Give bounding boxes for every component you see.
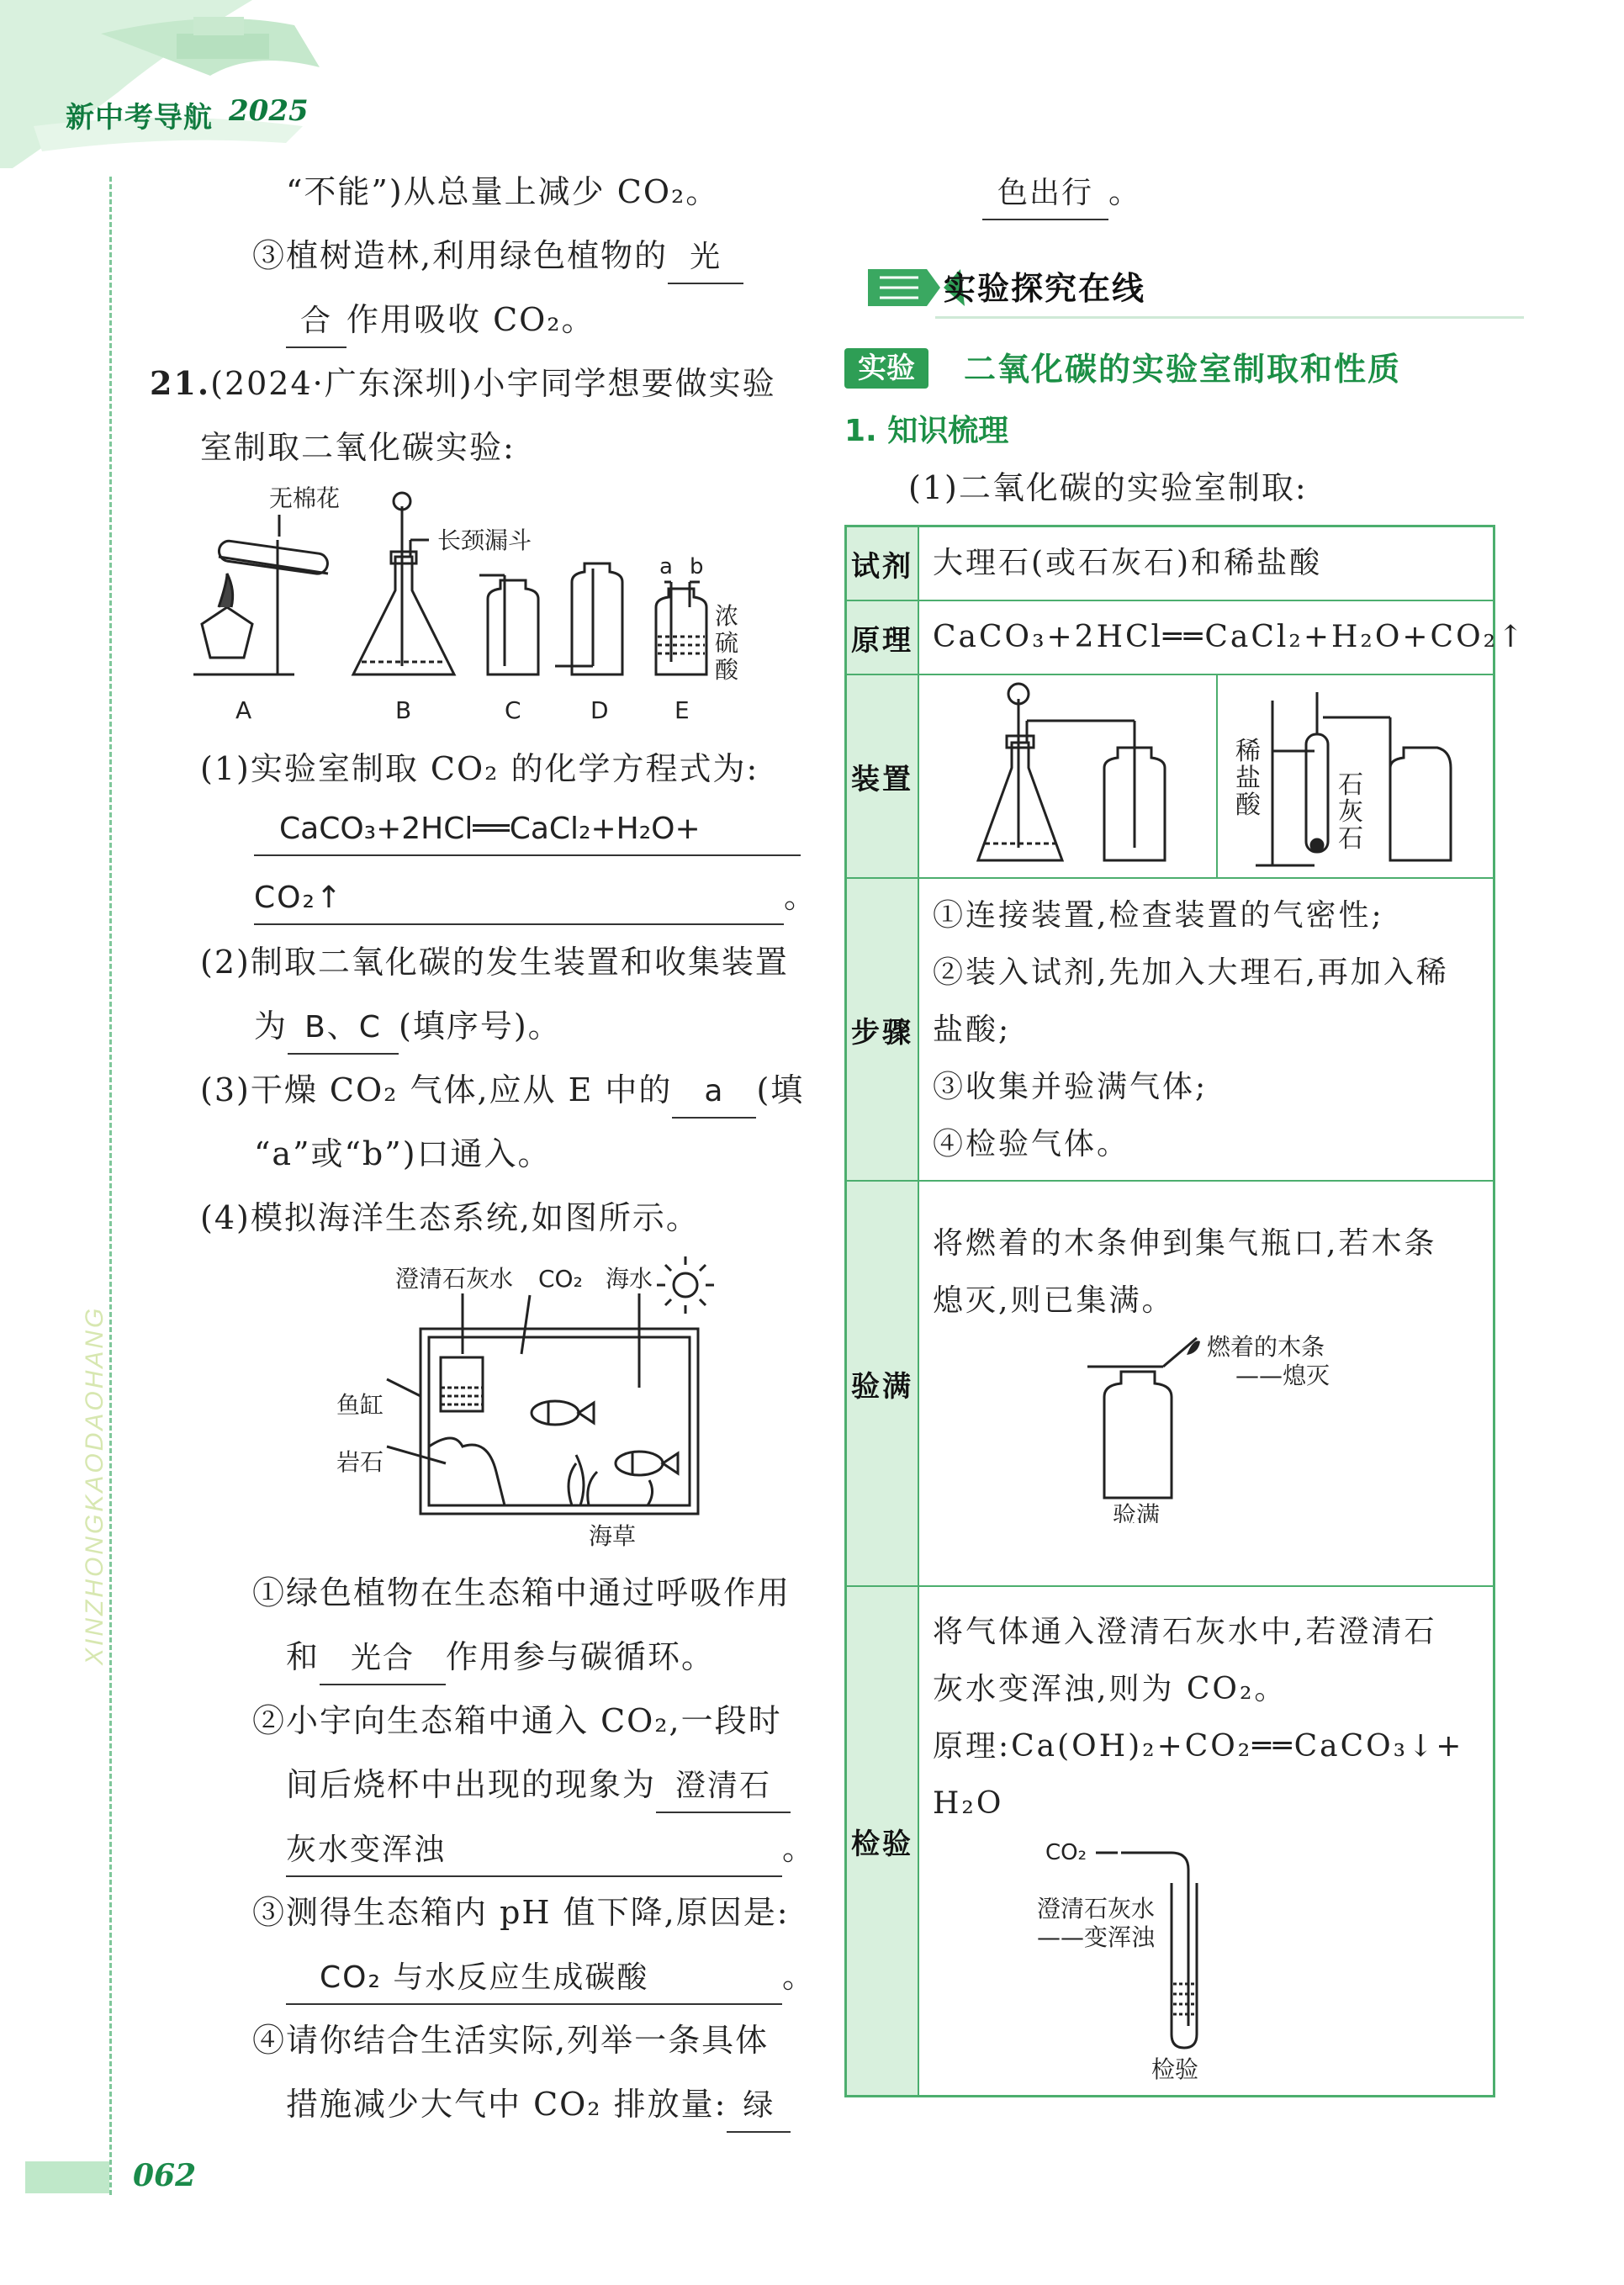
label-C: C (505, 696, 521, 724)
answer-blank: B、C (288, 1002, 399, 1055)
answer-blank: 灰水变浑浊 (286, 1825, 782, 1877)
cell-steps (919, 879, 1493, 1182)
text-line: (3)干燥 CO₂ 气体,应从 E 中的 a (填 (200, 1058, 804, 1122)
answer-blank: CO₂↑ (254, 873, 784, 925)
margin-rule (109, 177, 112, 2195)
label-conc: 浓 (715, 602, 739, 630)
section-title: 实验探究在线 (944, 270, 1146, 307)
label-cotton: 无棉花 (269, 484, 341, 512)
label-out: ——熄灭 (1235, 1362, 1330, 1389)
text-line: 和 光合 作用参与碳循环。 (286, 1625, 715, 1689)
label-limewater: 澄清石灰水 (395, 1265, 514, 1293)
answer-line: 色出行 。 (982, 160, 1142, 224)
test-text: 将气体通入澄清石灰水中,若澄清石 (933, 1615, 1437, 1649)
cell-reagent (919, 527, 1493, 601)
knowledge-heading: 1. 知识梳理 (844, 414, 1009, 448)
question-21: 21.(2024·广东深圳)小宇同学想要做实验 (150, 364, 776, 402)
text-line: (4)模拟海洋生态系统,如图所示。 (200, 1199, 700, 1236)
answer-blank: 光 (668, 232, 743, 284)
label-b: b (690, 554, 704, 579)
text-line: 措施减少大气中 CO₂ 排放量: 绿 (286, 2072, 791, 2136)
label-seaweed: 海草 (589, 1522, 637, 1550)
row-label-full: 验满 (847, 1182, 919, 1587)
step-item: ④检验气体。 (933, 1127, 1130, 1161)
label-B: B (395, 696, 412, 724)
text-line: (1)二氧化碳的实验室制取: (908, 469, 1308, 506)
brand-title: 新中考导航 (66, 101, 213, 135)
cell-device (919, 675, 1493, 879)
row-label-test: 检验 (847, 1587, 919, 2095)
cell-test (919, 1587, 1493, 2095)
label-A: A (235, 696, 252, 724)
label-conc: 酸 (715, 656, 739, 684)
full-figure (919, 1330, 1494, 1523)
row-label-steps: 步骤 (847, 879, 919, 1182)
answer-blank: a (672, 1066, 756, 1119)
row-label-reagent: 试剂 (847, 527, 919, 601)
text-line: 为 B、C (填序号)。 (254, 994, 562, 1058)
page-number: 062 (133, 2158, 197, 2193)
text-line: ③植树造林,利用绿色植物的 光 (252, 224, 743, 288)
text-line: 间后烧杯中出现的现象为 澄清石 (286, 1753, 791, 1817)
side-text: XINZHONGKAODAOHANG (81, 1305, 108, 1665)
label-dilute: 稀 (1235, 737, 1261, 766)
caption-test: 检验 (1151, 2055, 1199, 2083)
label-E: E (674, 696, 690, 724)
page-bar (25, 2161, 109, 2193)
text-line: 室制取二氧化碳实验: (200, 429, 516, 466)
experiment-title: 二氧化碳的实验室制取和性质 (964, 351, 1402, 388)
label-limewater: 澄清石灰水 (1037, 1895, 1156, 1923)
apparatus-figure (185, 481, 824, 733)
answer-blank: 澄清石 (656, 1761, 791, 1813)
step-item: ①连接装置,检查装置的气密性; (933, 898, 1384, 933)
header-banner (0, 0, 370, 168)
label-co2: CO₂ (1045, 1840, 1087, 1865)
text-line: ④请你结合生活实际,列举一条具体 (252, 2022, 770, 2059)
label-rock: 岩石 (336, 1448, 384, 1476)
experiment-table (844, 525, 1526, 2097)
cell-principle (919, 601, 1526, 675)
label-funnel: 长颈漏斗 (437, 526, 532, 554)
text-line: 合 作用吸收 CO₂。 (286, 288, 595, 352)
answer-line: CO₂ 与水反应生成碳酸 。 (286, 1944, 816, 2008)
brand-year: 2025 (229, 94, 309, 128)
answer-blank: CaCO₃+2HCl══CaCl₂+H₂O+ (254, 804, 801, 856)
label-tank: 鱼缸 (336, 1391, 384, 1419)
text-line: ①绿色植物在生态箱中通过呼吸作用 (252, 1574, 791, 1611)
answer-blank: 合 (286, 296, 346, 348)
answer-blank: 绿 (727, 2081, 791, 2133)
label-co2: CO₂ (538, 1265, 583, 1293)
answer-line: 灰水变浑浊 。 (286, 1817, 816, 1880)
label-a: a (659, 554, 673, 579)
reagent-text: 大理石(或石灰石)和稀盐酸 (933, 546, 1323, 580)
label-stone: 石 (1338, 824, 1363, 854)
test-text: H₂O (933, 1786, 1004, 1821)
text-line: (1)实验室制取 CO₂ 的化学方程式为: (200, 750, 759, 787)
answer-blank: 色出行 (982, 168, 1108, 220)
test-text: 灰水变浑浊,则为 CO₂。 (933, 1672, 1288, 1706)
full-text: 熄灭,则已集满。 (933, 1283, 1175, 1318)
cell-full (919, 1182, 1493, 1587)
answer-line: CO₂↑ 。 (254, 865, 817, 928)
label-cloudy: ——变浑浊 (1037, 1923, 1156, 1951)
label-dilute: 酸 (1235, 791, 1261, 820)
label-D: D (590, 696, 609, 724)
text-line: ②小宇向生态箱中通入 CO₂,一段时 (252, 1702, 782, 1739)
ecosystem-figure (336, 1253, 723, 1556)
step-item: 盐酸; (933, 1013, 1012, 1047)
caption-full: 验满 (1113, 1501, 1161, 1523)
step-item: ②装入试剂,先加入大理石,再加入稀 (933, 955, 1449, 990)
row-label-device: 装置 (847, 675, 919, 879)
row-label-principle: 原理 (847, 601, 919, 675)
experiment-tag: 实验 (844, 348, 928, 389)
text-line: “不能”)从总量上减少 CO₂。 (286, 173, 720, 210)
text-line: (2)制取二氧化碳的发生装置和收集装置 (200, 944, 789, 981)
answer-blank: 光合 (320, 1633, 446, 1685)
test-figure (919, 1833, 1494, 2051)
step-item: ③收集并验满气体; (933, 1070, 1209, 1104)
label-conc: 硫 (715, 629, 739, 657)
answer-blank: CO₂ 与水反应生成碳酸 (286, 1953, 782, 2005)
full-text: 将燃着的木条伸到集气瓶口,若木条 (933, 1226, 1437, 1261)
text-line: “a”或“b”)口通入。 (254, 1135, 552, 1172)
test-text: 原理:Ca(OH)₂+CO₂══CaCO₃↓+ (933, 1729, 1464, 1764)
label-stick: 燃着的木条 (1207, 1333, 1325, 1361)
label-dilute: 盐 (1235, 764, 1261, 793)
principle-equation: CaCO₃+2HCl══CaCl₂+H₂O+CO₂↑ (933, 620, 1526, 654)
label-stone: 灰 (1338, 797, 1363, 827)
label-seawater: 海水 (606, 1265, 653, 1293)
answer-line (254, 804, 801, 856)
question-number: 21. (150, 364, 211, 402)
device-figures (919, 675, 1494, 877)
ship-logo-icon (0, 0, 370, 168)
text-line: ③测得生态箱内 pH 值下降,原因是: (252, 1894, 790, 1931)
label-stone: 石 (1338, 770, 1363, 800)
